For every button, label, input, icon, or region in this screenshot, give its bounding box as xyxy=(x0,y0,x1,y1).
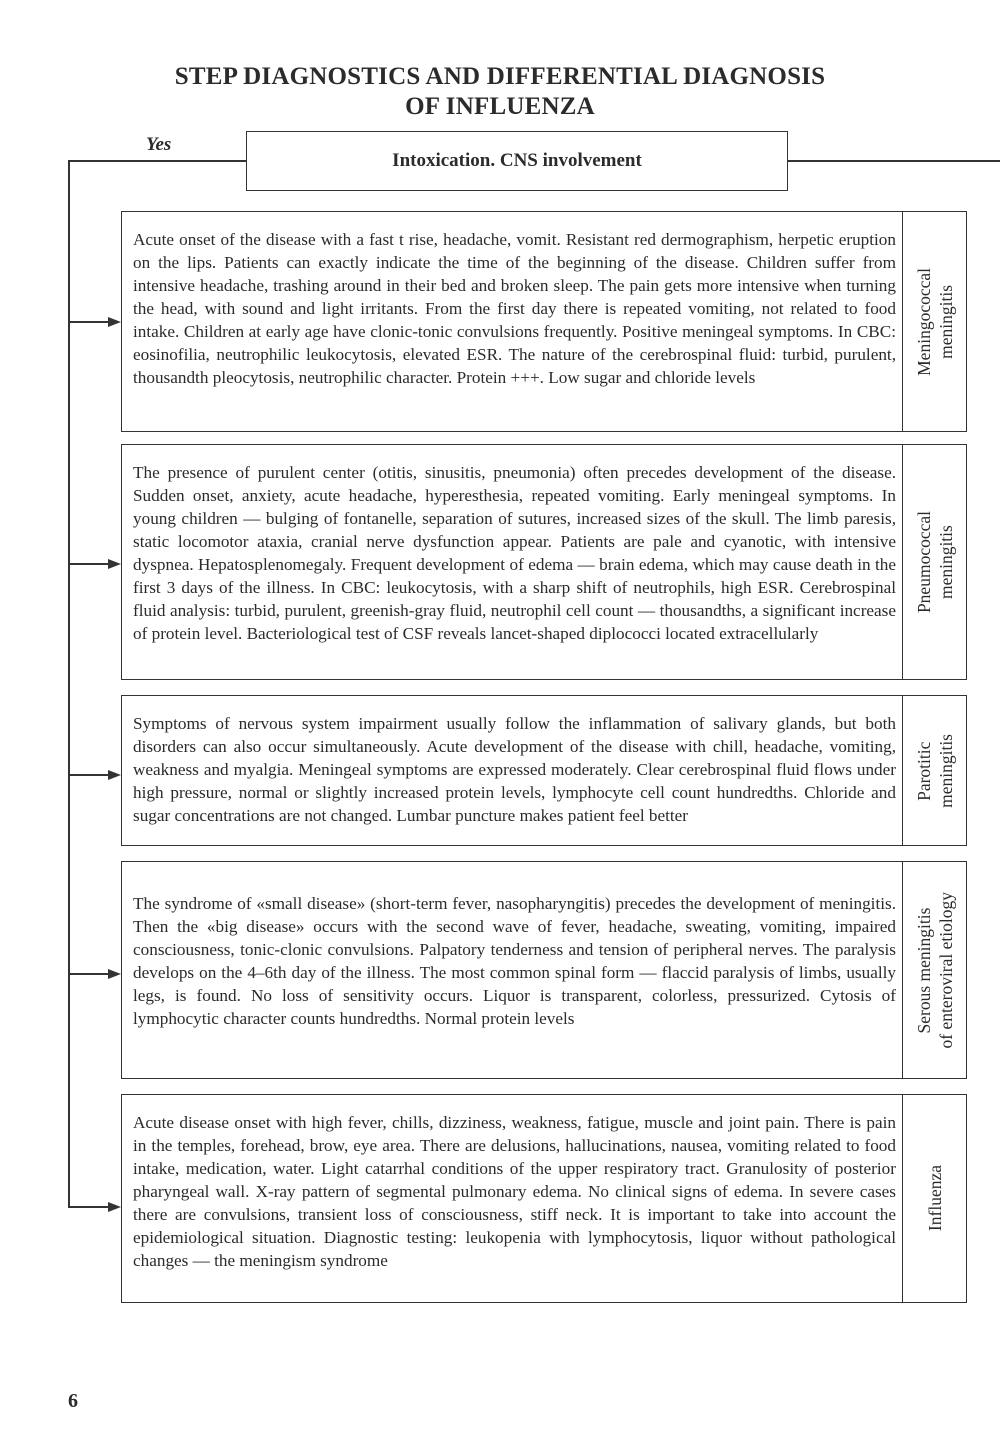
diagnosis-label-line: Meningococcal xyxy=(913,267,934,376)
diagnosis-label xyxy=(924,1165,946,1231)
diagnosis-label xyxy=(913,892,957,1048)
description-box xyxy=(121,444,903,680)
description-box xyxy=(121,1094,903,1303)
header-box xyxy=(246,131,788,191)
diagnosis-label xyxy=(913,734,957,808)
branch-arrow-5 xyxy=(108,1202,121,1212)
branch-line-5 xyxy=(68,1206,110,1208)
branch-line-1 xyxy=(68,321,110,323)
title-line-2: OF INFLUENZA xyxy=(405,93,595,120)
branch-arrow-4 xyxy=(108,969,121,979)
page-title xyxy=(0,62,1000,122)
branch-arrow-2 xyxy=(108,559,121,569)
diagnosis-label-line: Influenza xyxy=(924,1165,945,1232)
diagnosis-row xyxy=(121,444,967,680)
yes-branch-label: Yes xyxy=(146,134,172,155)
diagnosis-label xyxy=(913,268,957,376)
description-box xyxy=(121,211,903,432)
branch-arrow-1 xyxy=(108,317,121,327)
description-text: The syndrome of «small disease» (short-term fever, nasopharyngitis) precedes the development of meningitis. Then the «big disease» occurs with the second wave of fever, headache, sweating, vomiting, impaired consciousness, tonic-clonic convulsions. Palpatory tenderness and tension of peripheral nerves. The paralysis develops on the 4–6th day of the illness. The most common spinal form — flaccid paralysis of limbs, usually legs, is found. No loss of sensitivity occurs. Liquor is transparent, colorless, pressurized. Cytosis of lymphocytic character counts hundredths. Normal protein levels xyxy=(133,894,896,1028)
branch-line-4 xyxy=(68,973,110,975)
diagnosis-label-line: Parotitic xyxy=(913,740,934,801)
connector-right-top xyxy=(788,160,1000,162)
connector-left-top xyxy=(68,160,246,162)
diagnosis-row xyxy=(121,1094,967,1303)
description-box xyxy=(121,695,903,846)
diagnosis-label-box xyxy=(903,211,967,432)
diagnosis-label-box xyxy=(903,1094,967,1303)
description-text: The presence of purulent center (otitis, sinusitis, pneumonia) often precedes development of the disease. Sudden onset, anxiety, acute headache, hyperesthesia, repeated vomiting. Early meningeal symptoms. In young children — bulging of fontanelle, separation of sutures, increased sizes of the skull. The limb paresis, static locomotor ataxia, cranial nerve dysfunction appear. Patients are pale and cyanotic, with intensive dyspnea. Hepatosplenomegaly. Frequent development of edema — brain edema, which may cause death in the first 3 days of the illness. In CBC: leukocytosis, with a sharp shift of neutrophils, high ESR. Cerebrospinal fluid analysis: turbid, purulent, greenish-gray fluid, neutrophil cell count — thousandths, a significant increase of protein level. Bacteriological test of CSF reveals lancet-shaped diplococci located extracellularly xyxy=(133,463,896,643)
diagnosis-row xyxy=(121,211,967,432)
diagnosis-label-box xyxy=(903,444,967,680)
diagnosis-label-box xyxy=(903,861,967,1079)
branch-line-2 xyxy=(68,563,110,565)
connector-left-trunk xyxy=(68,160,70,1207)
diagnosis-label-line: meningitis xyxy=(935,284,956,359)
diagnosis-row xyxy=(121,861,967,1079)
diagnosis-label-line: of enteroviral etiology xyxy=(935,891,956,1049)
description-text: Symptoms of nervous system impairment usually follow the inflammation of salivary glands, but both disorders can also occur simultaneously. Acute development of the disease with chill, headache, vomiting, weakness and myalgia. Meningeal symptoms are expressed moderately. Clear cerebrospinal fluid flows under high pressure, normal or slightly increased protein levels, lymphocyte cell count hundredths. Chloride and sugar concentrations are not changed. Lumbar puncture makes patient feel better xyxy=(133,714,896,825)
page-number: 6 xyxy=(68,1390,78,1412)
diagnosis-label-line: Serous meningitis xyxy=(913,907,934,1033)
diagnosis-row xyxy=(121,695,967,846)
diagnosis-label xyxy=(913,511,957,613)
diagnosis-label-line: meningitis xyxy=(935,525,956,599)
description-text: Acute disease onset with high fever, chills, dizziness, weakness, fatigue, muscle and joint pain. There is pain in the temples, forehead, brow, eye area. There are delusions, hallucinations, nausea, vomiting related to food intake, medication, water. Light catarrhal conditions of the upper respiratory tract. Granulosity of posterior pharyngeal wall. X-ray pattern of segmental pulmonary edema. No clinical signs of edema. In severe cases there are convulsions, transient loss of consciousness, stiff neck. It is important to take into account the epidemiological situation. Diagnostic testing: leukopenia with lymphocytosis, liquor without pathological changes — the meningism syndrome xyxy=(133,1113,896,1270)
diagnosis-label-box xyxy=(903,695,967,846)
header-box-label: Intoxication. CNS involvement xyxy=(392,150,642,171)
title-line-1: STEP DIAGNOSTICS AND DIFFERENTIAL DIAGNOSIS xyxy=(174,63,826,90)
description-box xyxy=(121,861,903,1079)
diagnosis-label-line: meningitis xyxy=(935,733,956,808)
diagnosis-label-line: Pneumococcal xyxy=(913,510,934,614)
description-text: Acute onset of the disease with a fast t rise, headache, vomit. Resistant red dermographism, herpetic eruption on the lips. Patients can exactly indicate the time of the beginning of the disease. Children suffer from intensive headache, trashing around in their bed and broken sleep. The pain gets more intensive when turning the head, with sound and light irritants. From the first day there is repeated vomiting, not related to food intake. Children at early age have clonic-tonic convulsions frequently. Positive meningeal symptoms. In CBC: eosinofilia, neutrophilic leukocytosis, elevated ESR. The nature of the cerebrospinal fluid: turbid, purulent, thousandth pleocytosis, neutrophilic character. Protein +++. Low sugar and chloride levels xyxy=(133,230,896,387)
branch-arrow-3 xyxy=(108,770,121,780)
branch-line-3 xyxy=(68,774,110,776)
